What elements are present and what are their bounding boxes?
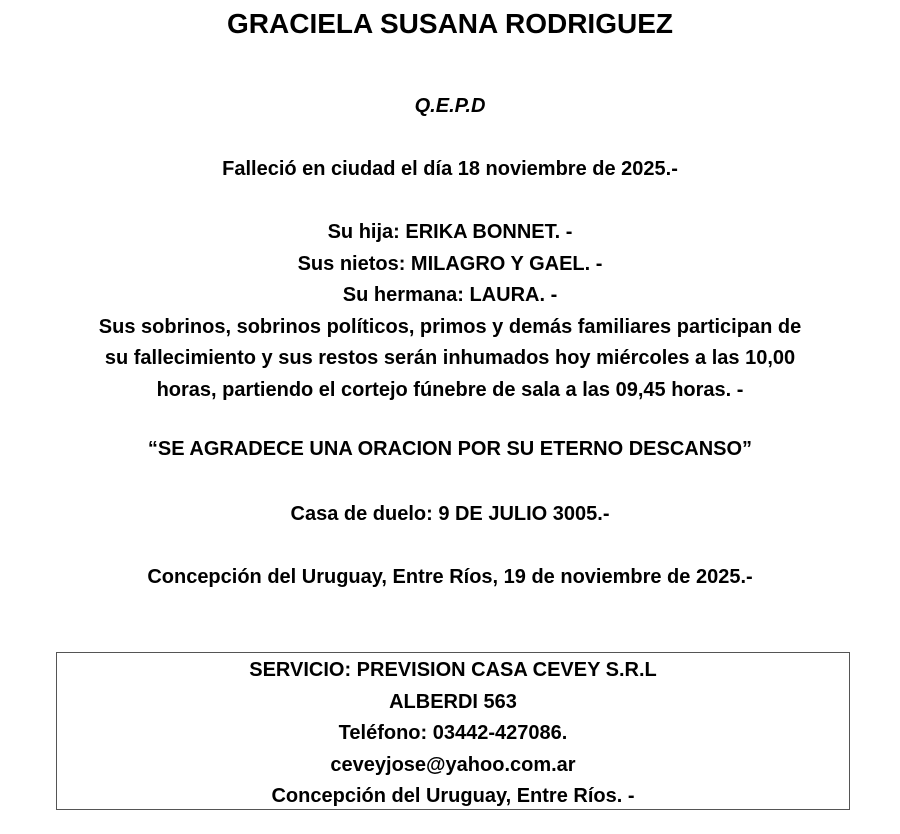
mourning-house: Casa de duelo: 9 DE JULIO 3005.- <box>290 503 610 525</box>
deceased-name-title: GRACIELA SUSANA RODRIGUEZ <box>227 8 673 39</box>
service-address: ALBERDI 563 <box>389 690 517 713</box>
service-company: SERVICIO: PREVISION CASA CEVEY S.R.L <box>249 659 657 681</box>
family-line-sister: Su hermana: LAURA. - <box>342 284 558 306</box>
prayer-request: “SE AGRADECE UNA ORACION POR SU ETERNO DESCANSO” <box>147 438 753 460</box>
family-line-burial: su fallecimiento y sus restos serán inhumados hoy miércoles a las 10,00 <box>104 347 796 369</box>
service-phone: Teléfono: 03442-427086. <box>338 722 568 744</box>
place-and-date: Concepción del Uruguay, Entre Ríos, 19 de noviembre de 2025.- <box>147 566 753 588</box>
service-email: ceveyjose@yahoo.com.ar <box>330 753 576 776</box>
qepd-label: Q.E.P.D <box>414 95 486 117</box>
family-list <box>0 217 900 406</box>
service-city: Concepción del Uruguay, Entre Ríos. - <box>271 785 635 807</box>
family-line-relatives: Sus sobrinos, sobrinos políticos, primos y demás familiares participan de <box>98 315 802 338</box>
family-line-daughter: Su hija: ERIKA BONNET. - <box>327 221 573 243</box>
funeral-service-box <box>56 652 850 810</box>
death-announcement: Falleció en ciudad el día 18 noviembre de 2025.- <box>222 158 678 180</box>
family-line-grandchildren: Sus nietos: MILAGRO Y GAEL. - <box>297 252 603 275</box>
family-line-cortege: horas, partiendo el cortejo fúnebre de sala a las 09,45 horas. - <box>156 378 744 401</box>
